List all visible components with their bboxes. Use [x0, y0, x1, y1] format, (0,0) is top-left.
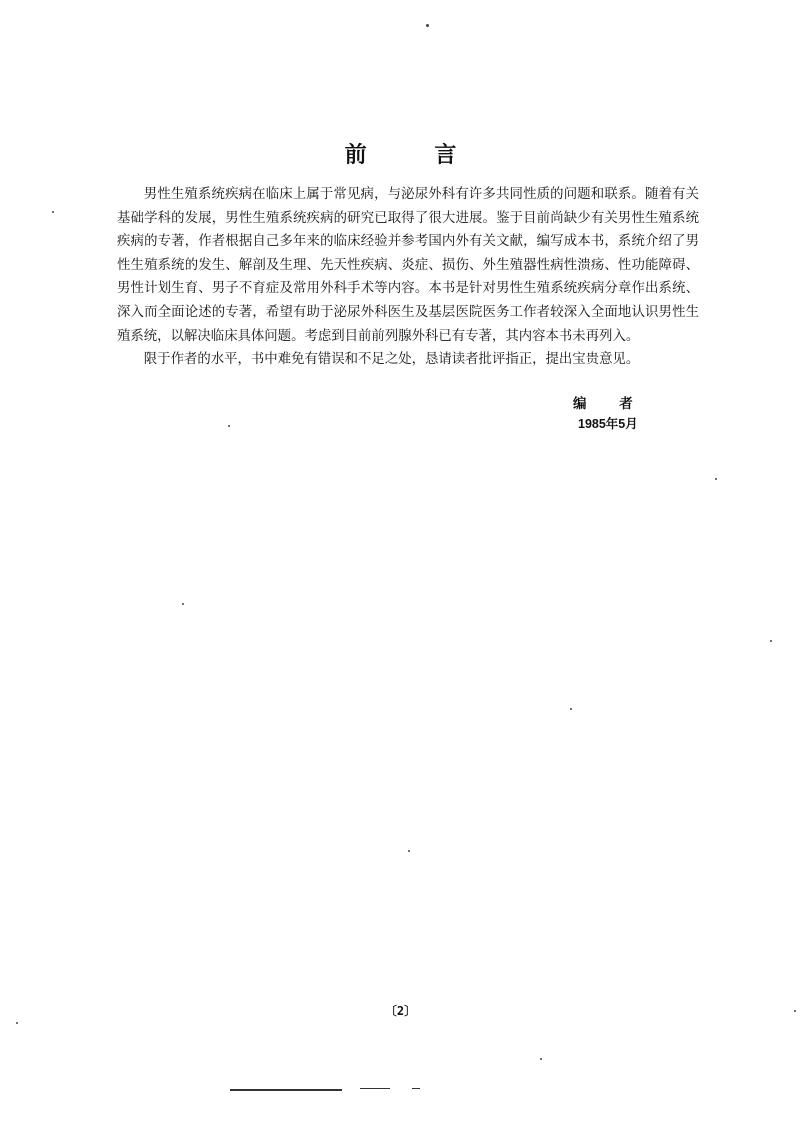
scan-line [230, 1089, 342, 1091]
scan-speck [228, 425, 230, 427]
scan-speck [16, 1022, 18, 1024]
page-number: 〔2〕 [384, 1004, 417, 1018]
scan-line [360, 1088, 390, 1089]
signature-date: 1985年5月 [578, 417, 638, 431]
scan-speck [182, 603, 184, 605]
paragraph-2: 限于作者的水平，书中难免有错误和不足之处，恳请读者批评指正，提出宝贵意见。 [143, 352, 640, 368]
scan-speck [52, 211, 54, 213]
paragraph-1: 男性生殖系统疾病在临床上属于常见病，与泌尿外科有许多共同性质的问题和联系。随着有关基础学科的发展，男性生殖系统疾病的研究已取得了很大进展。鉴于目前尚缺少有关男性生殖系统疾病的专著，作者根据自己多年来的临床经验并参考国内外有关文献，编写成本书，系统介绍了男性生殖系统的发生、解剖及生理、先天性疾病、炎症、损伤、外生殖器性病性溃疡、性功能障碍、男性计划生育、男子不育症及常用外科手术等内容。本书是针对男性生殖系统疾病分章作出系统、深入而全面论述的专著，希望有助于泌尿外科医生及基层医院医务工作者较深入全面地认识男性生殖系统，以解决临床具体问题。考虑到目前前列腺外科已有专著，其内容本书未再列入。 [117, 187, 699, 344]
scan-speck [715, 478, 717, 480]
scan-speck [770, 640, 772, 642]
scan-speck [794, 1010, 796, 1012]
scan-line [412, 1088, 420, 1089]
page-title: 前 言 [344, 142, 487, 168]
scan-speck [540, 1058, 542, 1060]
preface-body [117, 183, 699, 372]
scan-speck [408, 850, 410, 852]
scan-speck [570, 708, 572, 710]
signature-author: 编 者 [573, 396, 647, 412]
scan-speck [426, 24, 429, 27]
